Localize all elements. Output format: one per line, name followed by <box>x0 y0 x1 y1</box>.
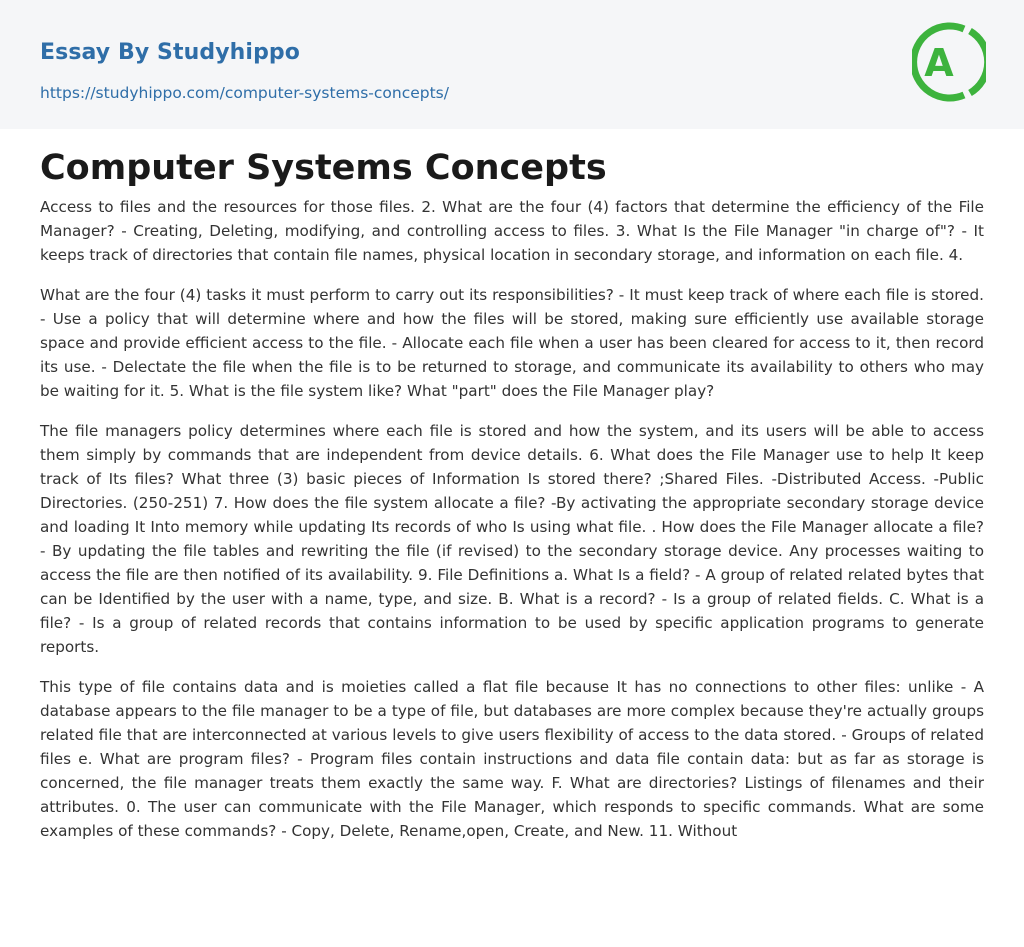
page-title: Computer Systems Concepts <box>40 148 607 188</box>
article <box>40 145 984 859</box>
article-paragraph-2: What are the four (4) tasks it must perform to carry out its responsibilities? - It must keep track of where each file is stored. - Use a policy that will determine where and how the files will be stored, making sure efficiently use available storage space and provide efficient access to the file. - Allocate each file when a user has been cleared for access to it, then record its use. - Delectate the file when the file is to be returned to storage, and communicate its availability to others who may be waiting for it. 5. What is the file system like? What "part" does the File Manager play? <box>40 286 984 400</box>
studyhippo-logo-icon[interactable] <box>912 19 986 105</box>
source-url-link[interactable]: https://studyhippo.com/computer-systems-concepts/ <box>40 84 449 102</box>
article-paragraph-3: The file managers policy determines where each file is stored and how the system, and its users will be able to access them simply by commands that are independent from device details. 6. What does the File Manager use to help It keep track of Its files? What three (3) basic pieces of Information Is stored there? ;Shared Files. -Distributed Access. -Public Directories. (250-251) 7. How does the file system allocate a file? -By activating the appropriate secondary storage device and loading It Into memory while updating Its records of who Is using what file. . How does the File Manager allocate a file? - By updating the file tables and rewriting the file (if revised) to the secondary storage device. Any processes waiting to access the file are then notified of its availability. 9. File Definitions a. What Is a field? - A group of related related bytes that can be Identified by the user with a name, type, and size. B. What is a record? - Is a group of related fields. C. What is a file? - Is a group of related records that contains information to be used by specific application programs to generate reports. <box>40 422 984 656</box>
site-header <box>0 0 1024 129</box>
article-paragraph-4: This type of file contains data and is moieties called a flat file because It has no connections to other files: unlike - A database appears to the file manager to be a type of file, but databases are more complex because they're actually groups related file that are interconnected at various levels to give users flexibility of access to the data stored. - Groups of related files e. What are program files? - Program files contain instructions and data file contain data: but as far as storage is concerned, the file manager treats them exactly the same way. F. What are directories? Listings of filenames and their attributes. 0. The user can communicate with the File Manager, which responds to specific commands. What are some examples of these commands? - Copy, Delete, Rename,open, Create, and New. 11. Without <box>40 678 984 840</box>
brand-title[interactable]: Essay By Studyhippo <box>40 40 300 65</box>
logo-letter: A <box>924 41 954 85</box>
article-paragraph-1: Access to files and the resources for those files. 2. What are the four (4) factors that determine the efficiency of the File Manager? - Creating, Deleting, modifying, and controlling access to files. 3. What Is the File Manager "in charge of"? - It keeps track of directories that contain file names, physical location in secondary storage, and information on each file. 4. <box>40 198 984 264</box>
